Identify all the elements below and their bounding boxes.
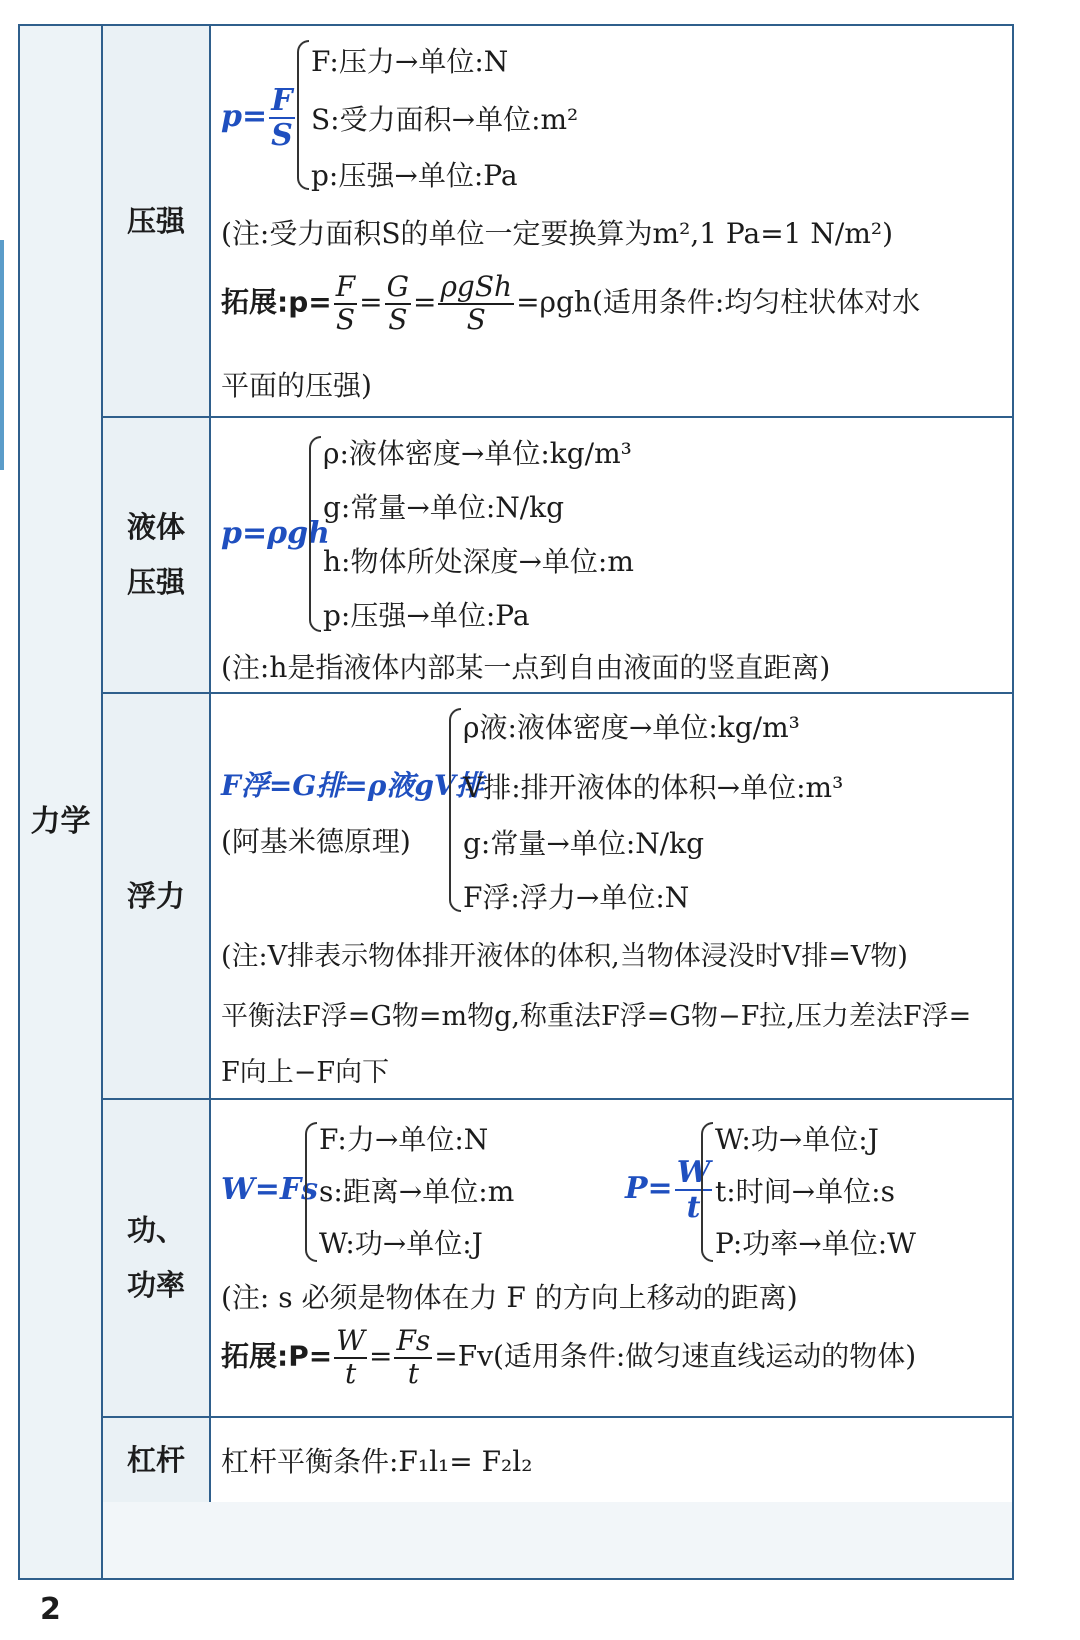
buoyancy-principle: (阿基米德原理) (221, 825, 411, 858)
work-extension: 拓展:P= $\frac{W}{t}$ = $\frac{Fs}{t}$ =Fv(适用条件:做匀速直线运动的物体) (221, 1324, 917, 1390)
row-pressure (103, 26, 1012, 418)
pressure-note: (注:受力面积S的单位一定要换算为m²,1 Pa=1 N/m²) (221, 217, 894, 250)
work-item-1: F:力→单位:N (319, 1123, 489, 1156)
liquid-item-3: h:物体所处深度→单位:m (323, 545, 634, 578)
topic-lever (103, 1418, 211, 1502)
row-work-power (103, 1100, 1012, 1418)
pressure-item-3: p:压强→单位:Pa (311, 159, 518, 192)
brace-power (701, 1122, 713, 1262)
topic-pressure (103, 26, 211, 416)
topic-label: 压强 (126, 203, 185, 238)
power-item-2: t:时间→单位:s (715, 1175, 895, 1208)
page-number: 2 (40, 1592, 61, 1627)
topic-line-1: 液体 (126, 510, 185, 544)
brace-buoyancy (449, 708, 461, 912)
liquid-item-2: g:常量→单位:N/kg (323, 491, 565, 524)
content-work-power (211, 1100, 1012, 1416)
brace-work (305, 1122, 317, 1262)
liquid-item-1: ρ:液体密度→单位:kg/m³ (323, 437, 632, 470)
pressure-item-2: S:受力面积→单位:m² (311, 103, 579, 136)
liquid-item-4: p:压强→单位:Pa (323, 599, 530, 632)
pressure-item-1: F:压力→单位:N (311, 45, 509, 78)
buoyancy-methods-line2: F向上−F向下 (221, 1057, 390, 1088)
topic-buoyancy (103, 694, 211, 1098)
work-item-2: s:距离→单位:m (319, 1175, 515, 1208)
topic-work-power (103, 1100, 211, 1416)
lever-condition: 杠杆平衡条件:F₁l₁= F₂l₂ (221, 1445, 533, 1478)
topic-liquid-pressure (103, 418, 211, 692)
content-lever (211, 1418, 1012, 1502)
brace-pressure (297, 40, 309, 190)
row-liquid-pressure (103, 418, 1012, 694)
buoyancy-note: (注:V排表示物体排开液体的体积,当物体浸没时V排=V物) (221, 941, 908, 972)
topic-line-2: 功率 (126, 1268, 185, 1302)
formula-table (18, 24, 1014, 1580)
pressure-extension: 拓展:p= $\frac{F}{S}$ = $\frac{G}{S}$ = $\frac{\text{ρgSh}}{S}$ =ρgh(适用条件:均匀柱状体对水 (221, 270, 921, 336)
content-buoyancy (211, 694, 1012, 1098)
power-item-3: P:功率→单位:W (715, 1227, 916, 1260)
topic-line-1: 功、 (126, 1213, 185, 1247)
left-edge-strip (0, 240, 4, 470)
pressure-formula: p= $\frac{F}{S}$ (221, 83, 293, 153)
buoyancy-item-1: ρ液:液体密度→单位:kg/m³ (463, 711, 800, 744)
liquid-formula: p=ρgh (221, 516, 330, 551)
topic-line-2: 压强 (126, 565, 185, 599)
power-item-1: W:功→单位:J (715, 1123, 879, 1156)
buoyancy-item-2: V排:排开液体的体积→单位:m³ (463, 771, 844, 804)
power-formula: P= $\frac{W}{t}$ (625, 1155, 711, 1225)
work-note: (注: s 必须是物体在力 F 的方向上移动的距离) (221, 1281, 798, 1314)
category-label: 力学 (30, 804, 91, 839)
buoyancy-formula: F浮=G排=ρ液gV排 (221, 769, 484, 802)
topic-label: 浮力 (126, 878, 185, 913)
content-pressure (211, 26, 1012, 416)
buoyancy-methods: 平衡法F浮=G物=m物g,称重法F浮=G物−F拉,压力差法F浮= (221, 1001, 972, 1032)
liquid-note: (注:h是指液体内部某一点到自由液面的竖直距离) (221, 651, 831, 684)
row-lever (103, 1418, 1012, 1578)
content-liquid-pressure (211, 418, 1012, 692)
work-formula: W=Fs (221, 1172, 319, 1207)
buoyancy-item-4: F浮:浮力→单位:N (463, 881, 690, 914)
pressure-extension-line2: 平面的压强) (221, 369, 372, 402)
work-item-3: W:功→单位:J (319, 1227, 483, 1260)
buoyancy-item-3: g:常量→单位:N/kg (463, 827, 705, 860)
topic-label: 杠杆 (126, 1442, 185, 1477)
row-buoyancy (103, 694, 1012, 1100)
brace-liquid (309, 436, 321, 632)
category-column (20, 26, 103, 1578)
